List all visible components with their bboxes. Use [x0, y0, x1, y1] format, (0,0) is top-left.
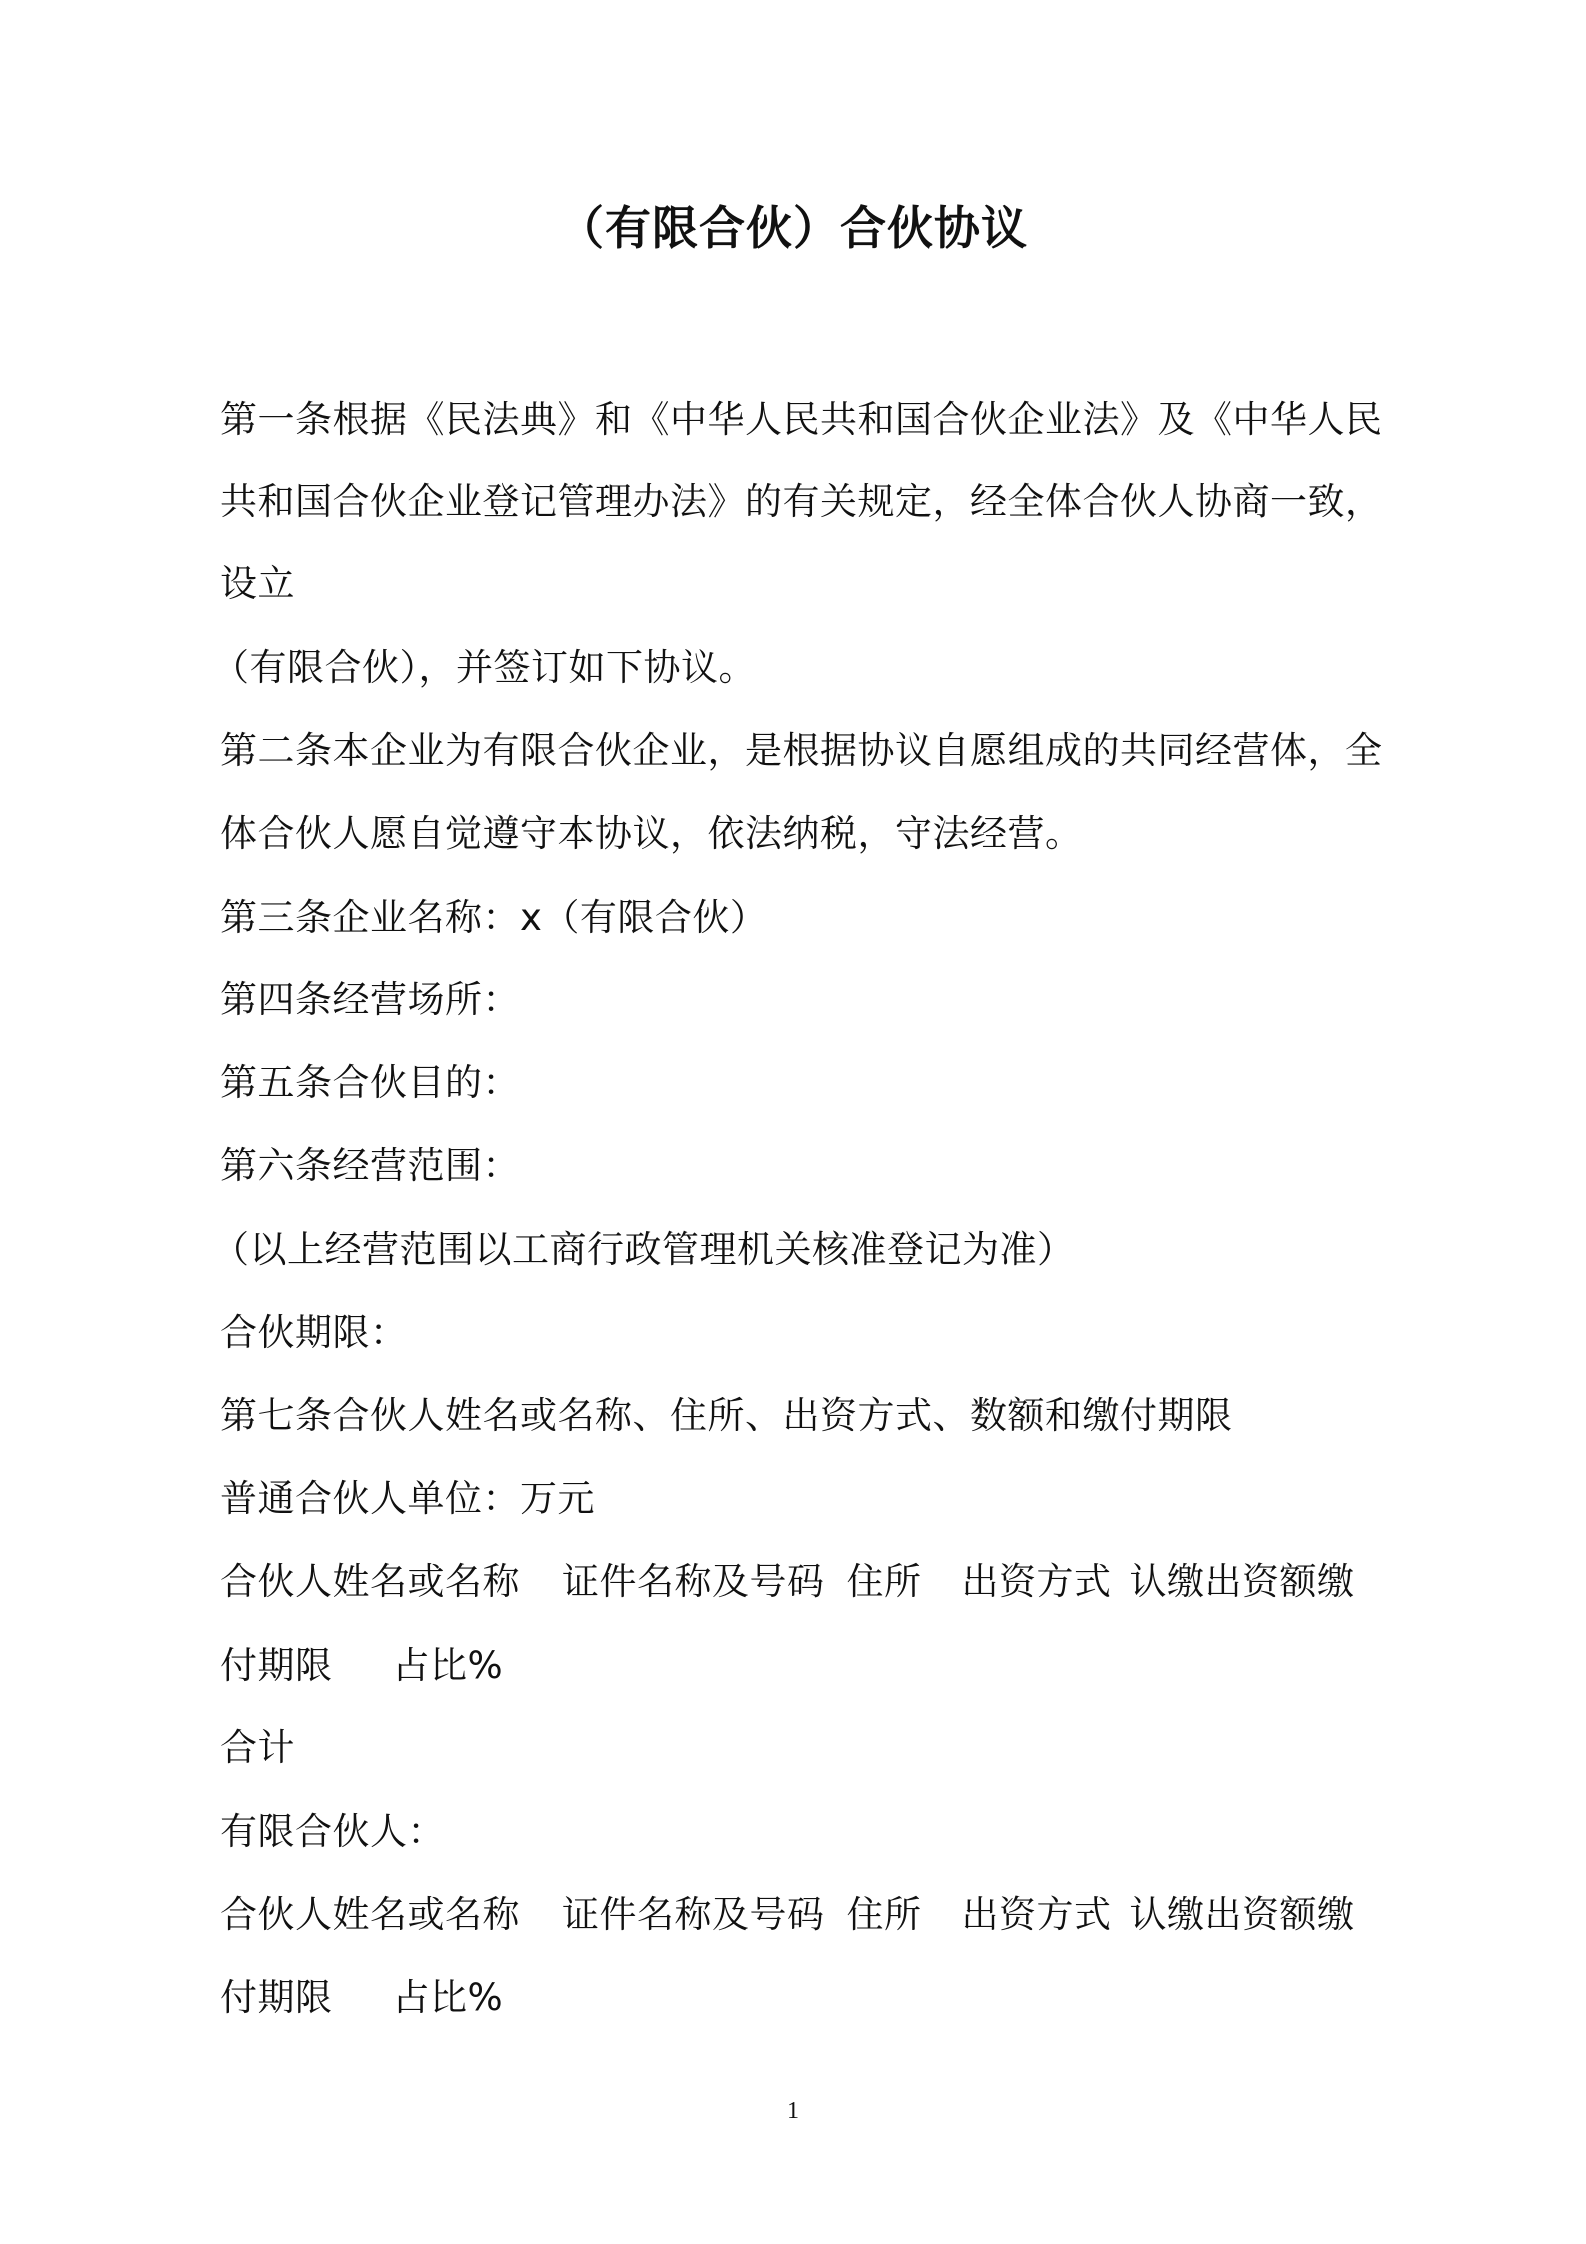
limited-partner-table-header	[220, 1889, 1355, 1941]
general-partner-table-header	[220, 1556, 1355, 1608]
header-contribution-method: 出资方式	[961, 1560, 1112, 1603]
limited-partner-label: 有限合伙人：	[220, 1810, 445, 1853]
lp-header-id: 证件名称及号码	[562, 1893, 825, 1936]
header-id: 证件名称及号码	[562, 1560, 825, 1603]
header-subscribed-amount: 认缴出资额缴	[1129, 1560, 1355, 1603]
lp-header-payment-deadline: 付期限	[220, 1976, 333, 2019]
header-name: 合伙人姓名或名称	[220, 1560, 520, 1603]
general-partner-unit: 普通合伙人单位：万元	[220, 1477, 595, 1520]
partnership-term: 合伙期限：	[220, 1311, 408, 1354]
general-partner-table-header-cont	[220, 1640, 503, 1692]
article-1-line-2: 共和国合伙企业登记管理办法》的有关规定，经全体合伙人协商一致，	[220, 480, 1383, 523]
header-address: 住所	[846, 1560, 922, 1603]
article-1-line-3: 设立	[220, 562, 295, 605]
business-scope-note: （以上经营范围以工商行政管理机关核准登记为准）	[212, 1228, 1075, 1271]
article-1-line-1: 第一条根据《民法典》和《中华人民共和国合伙企业法》及《中华人民	[220, 398, 1383, 441]
lp-header-subscribed-amount: 认缴出资额缴	[1129, 1893, 1355, 1936]
article-4: 第四条经营场所：	[220, 978, 520, 1021]
article-1-line-4: （有限合伙），并签订如下协议。	[212, 646, 756, 689]
article-6: 第六条经营范围：	[220, 1144, 520, 1187]
lp-header-ratio: 占比%	[392, 1976, 504, 2019]
article-5: 第五条合伙目的：	[220, 1061, 520, 1104]
lp-header-address: 住所	[846, 1893, 922, 1936]
header-payment-deadline: 付期限	[220, 1644, 333, 1687]
article-3: 第三条企业名称：x（有限合伙）	[220, 896, 768, 939]
lp-header-contribution-method: 出资方式	[961, 1893, 1112, 1936]
article-2-line-1: 第二条本企业为有限合伙企业，是根据协议自愿组成的共同经营体，全	[220, 729, 1383, 772]
article-7: 第七条合伙人姓名或名称、住所、出资方式、数额和缴付期限	[220, 1394, 1233, 1437]
page-number: 1	[787, 2098, 799, 2124]
limited-partner-table-header-cont	[220, 1972, 503, 2024]
header-ratio: 占比%	[392, 1644, 504, 1687]
page-title: （有限合伙）合伙协议	[558, 201, 1028, 255]
lp-header-name: 合伙人姓名或名称	[220, 1893, 520, 1936]
article-2-line-2: 体合伙人愿自觉遵守本协议，依法纳税，守法经营。	[220, 812, 1083, 855]
total-label: 合计	[220, 1726, 295, 1769]
